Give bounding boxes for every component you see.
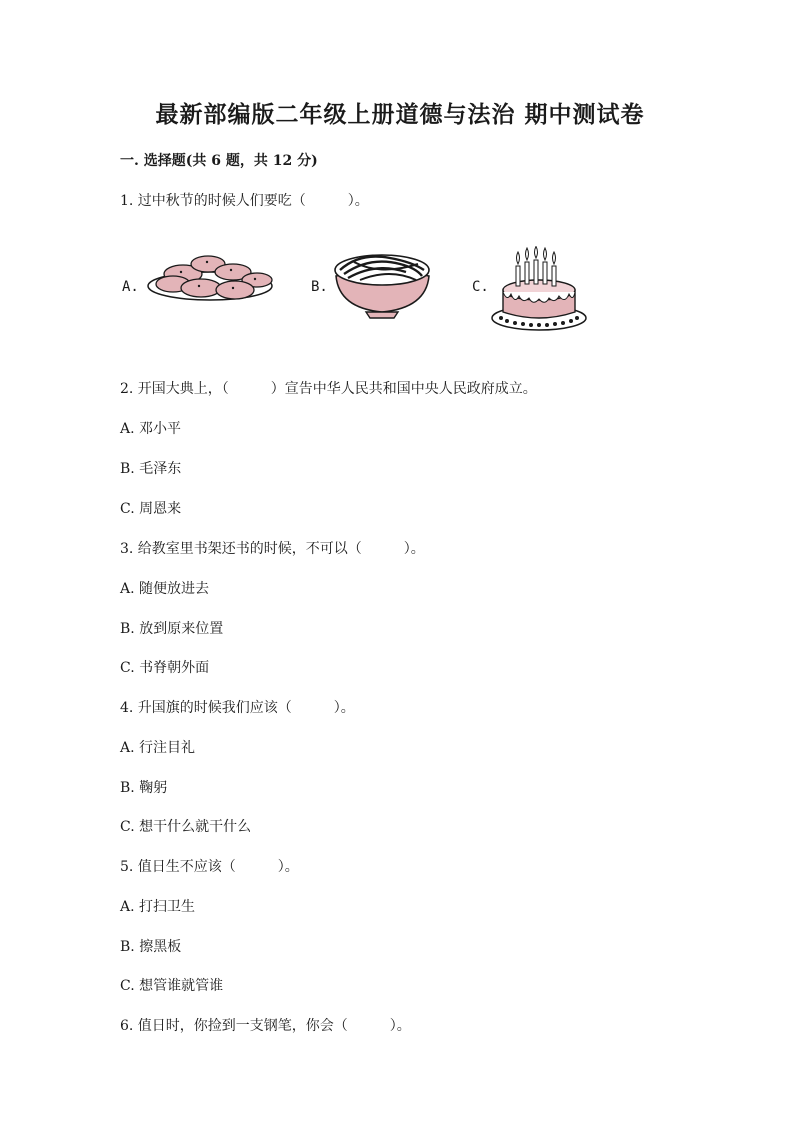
question-3-stem: 3. 给教室里书架还书的时候，不可以（ ）。 [120,541,425,557]
question-3-option-b[interactable]: B. 放到原来位置 [120,621,224,637]
question-2-option-c[interactable]: C. 周恩来 [120,501,182,517]
question-5-stem: 5. 值日生不应该（ ）。 [120,859,299,875]
noodle-bowl-icon[interactable] [330,246,435,321]
mooncake-icon[interactable] [143,250,278,312]
question-5-option-b[interactable]: B. 擦黑板 [120,939,182,955]
question-2-option-a[interactable]: A. 邓小平 [120,421,182,437]
birthday-cake-icon[interactable] [489,246,589,334]
question-2-stem: 2. 开国大典上，（ ）宣告中华人民共和国中央人民政府成立。 [120,381,537,397]
question-5-option-a[interactable]: A. 打扫卫生 [120,899,196,915]
question-1-option-a-label[interactable]: A. [122,279,139,295]
question-2-option-b[interactable]: B. 毛泽东 [120,461,182,477]
question-3-option-c[interactable]: C. 书脊朝外面 [120,660,210,676]
page-title: 最新部编版二年级上册道德与法治 期中测试卷 [155,101,645,128]
question-4-option-c[interactable]: C. 想干什么就干什么 [120,819,252,835]
question-4-option-a[interactable]: A. 行注目礼 [120,740,196,756]
question-4-stem: 4. 升国旗的时候我们应该（ ）。 [120,700,355,716]
question-1-stem: 1. 过中秋节的时候人们要吃（ ）。 [120,193,369,209]
question-3-option-a[interactable]: A. 随便放进去 [120,581,210,597]
question-5-option-c[interactable]: C. 想管谁就管谁 [120,978,224,994]
question-1-option-c-label[interactable]: C. [472,279,489,295]
question-1-option-b-label[interactable]: B. [311,279,328,295]
section-heading: 一. 选择题(共 6 题，共 12 分) [120,153,318,169]
question-6-stem: 6. 值日时，你捡到一支钢笔，你会（ ）。 [120,1018,411,1034]
question-4-option-b[interactable]: B. 鞠躬 [120,780,168,796]
